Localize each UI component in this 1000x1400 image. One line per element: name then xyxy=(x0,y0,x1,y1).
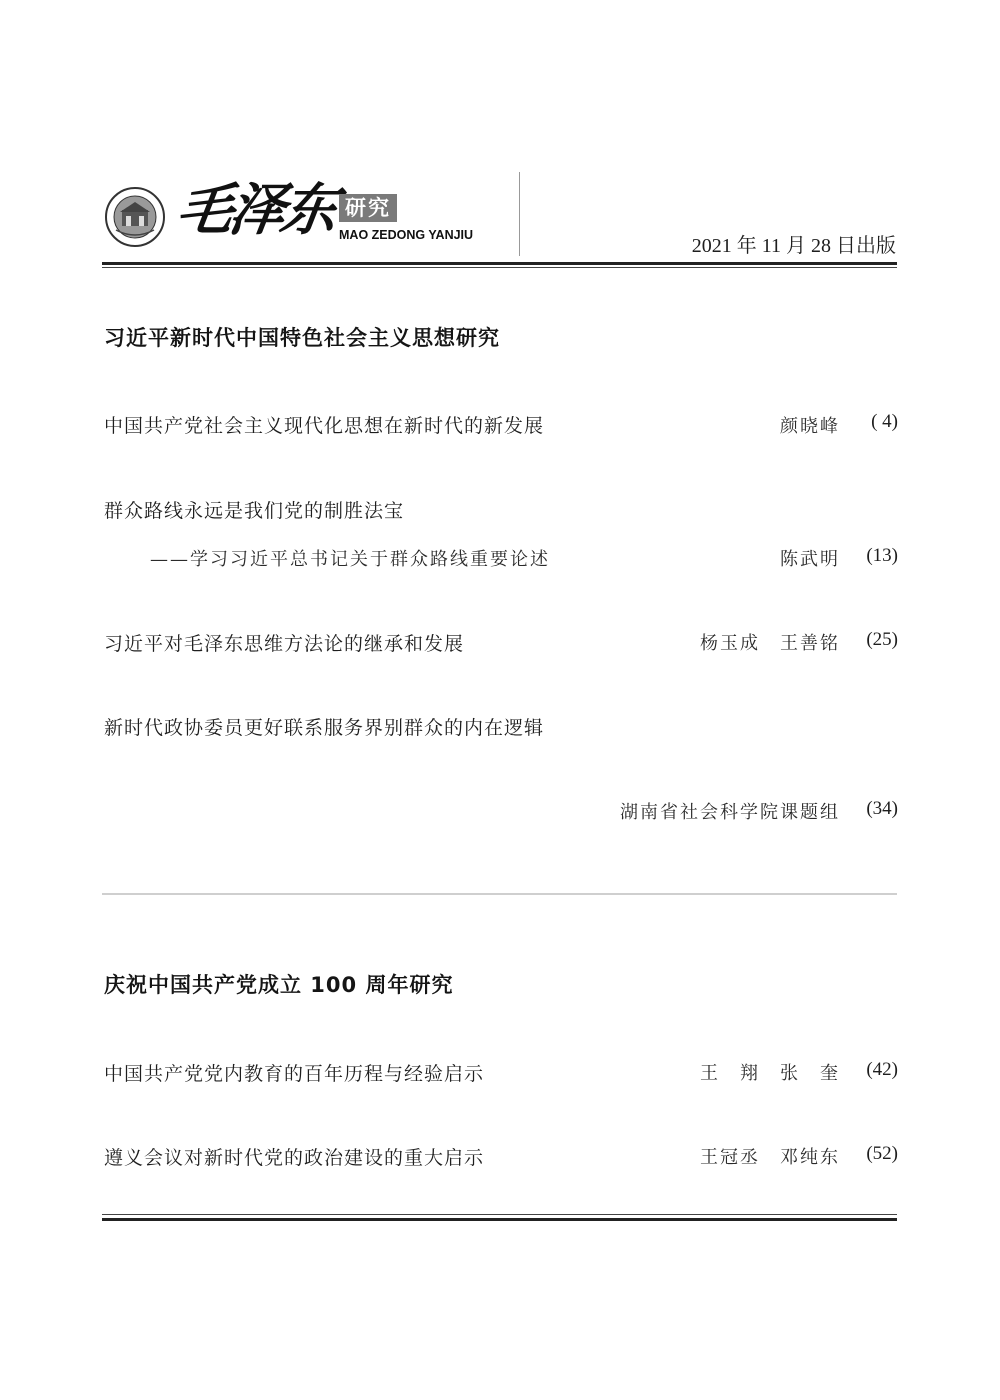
article-title[interactable]: 遵义会议对新时代党的政治建设的重大启示 xyxy=(104,1147,485,1169)
section-title-1: 习近平新时代中国特色社会主义思想研究 xyxy=(104,326,500,350)
article-authors: 颜晓峰 xyxy=(780,416,840,437)
article-title[interactable]: 中国共产党党内教育的百年历程与经验启示 xyxy=(104,1063,485,1085)
article-page[interactable]: ( 4) xyxy=(871,411,898,432)
section-title-2: 庆祝中国共产党成立 100 周年研究 xyxy=(104,973,454,997)
publish-date: 2021 年 11 月 28 日出版 xyxy=(691,235,896,257)
article-title[interactable]: 新时代政协委员更好联系服务界别群众的内在逻辑 xyxy=(104,717,545,739)
article-authors: 王 翔 张 奎 xyxy=(700,1063,840,1084)
article-authors: 王冠丞 邓纯东 xyxy=(700,1147,840,1168)
article-title[interactable]: 中国共产党社会主义现代化思想在新时代的新发展 xyxy=(104,415,545,437)
journal-seal-logo xyxy=(104,186,166,248)
journal-calligraphy-logo: 毛泽东 xyxy=(172,177,338,243)
article-subtitle: ——学习习近平总书记关于群众路线重要论述 xyxy=(150,549,550,570)
article-authors: 杨玉成 王善铭 xyxy=(700,633,840,654)
journal-brand-en: MAO ZEDONG YANJIU xyxy=(339,228,474,242)
article-authors: 湖南省社会科学院课题组 xyxy=(620,802,840,823)
journal-masthead xyxy=(172,172,520,256)
article-page[interactable]: (42) xyxy=(866,1059,898,1080)
article-page[interactable]: (34) xyxy=(866,798,898,819)
article-title[interactable]: 习近平对毛泽东思维方法论的继承和发展 xyxy=(104,633,465,655)
header-rule-thin xyxy=(102,267,897,268)
journal-brand-cn: 研究 xyxy=(339,194,397,222)
footer-rule xyxy=(102,1218,897,1221)
header-rule xyxy=(102,262,897,265)
article-page[interactable]: (52) xyxy=(866,1143,898,1164)
section-divider xyxy=(102,893,897,895)
article-authors: 陈武明 xyxy=(780,549,840,570)
article-page[interactable]: (25) xyxy=(866,629,898,650)
footer-rule-thin xyxy=(102,1214,897,1215)
article-page[interactable]: (13) xyxy=(866,545,898,566)
article-title[interactable]: 群众路线永远是我们党的制胜法宝 xyxy=(104,500,405,522)
